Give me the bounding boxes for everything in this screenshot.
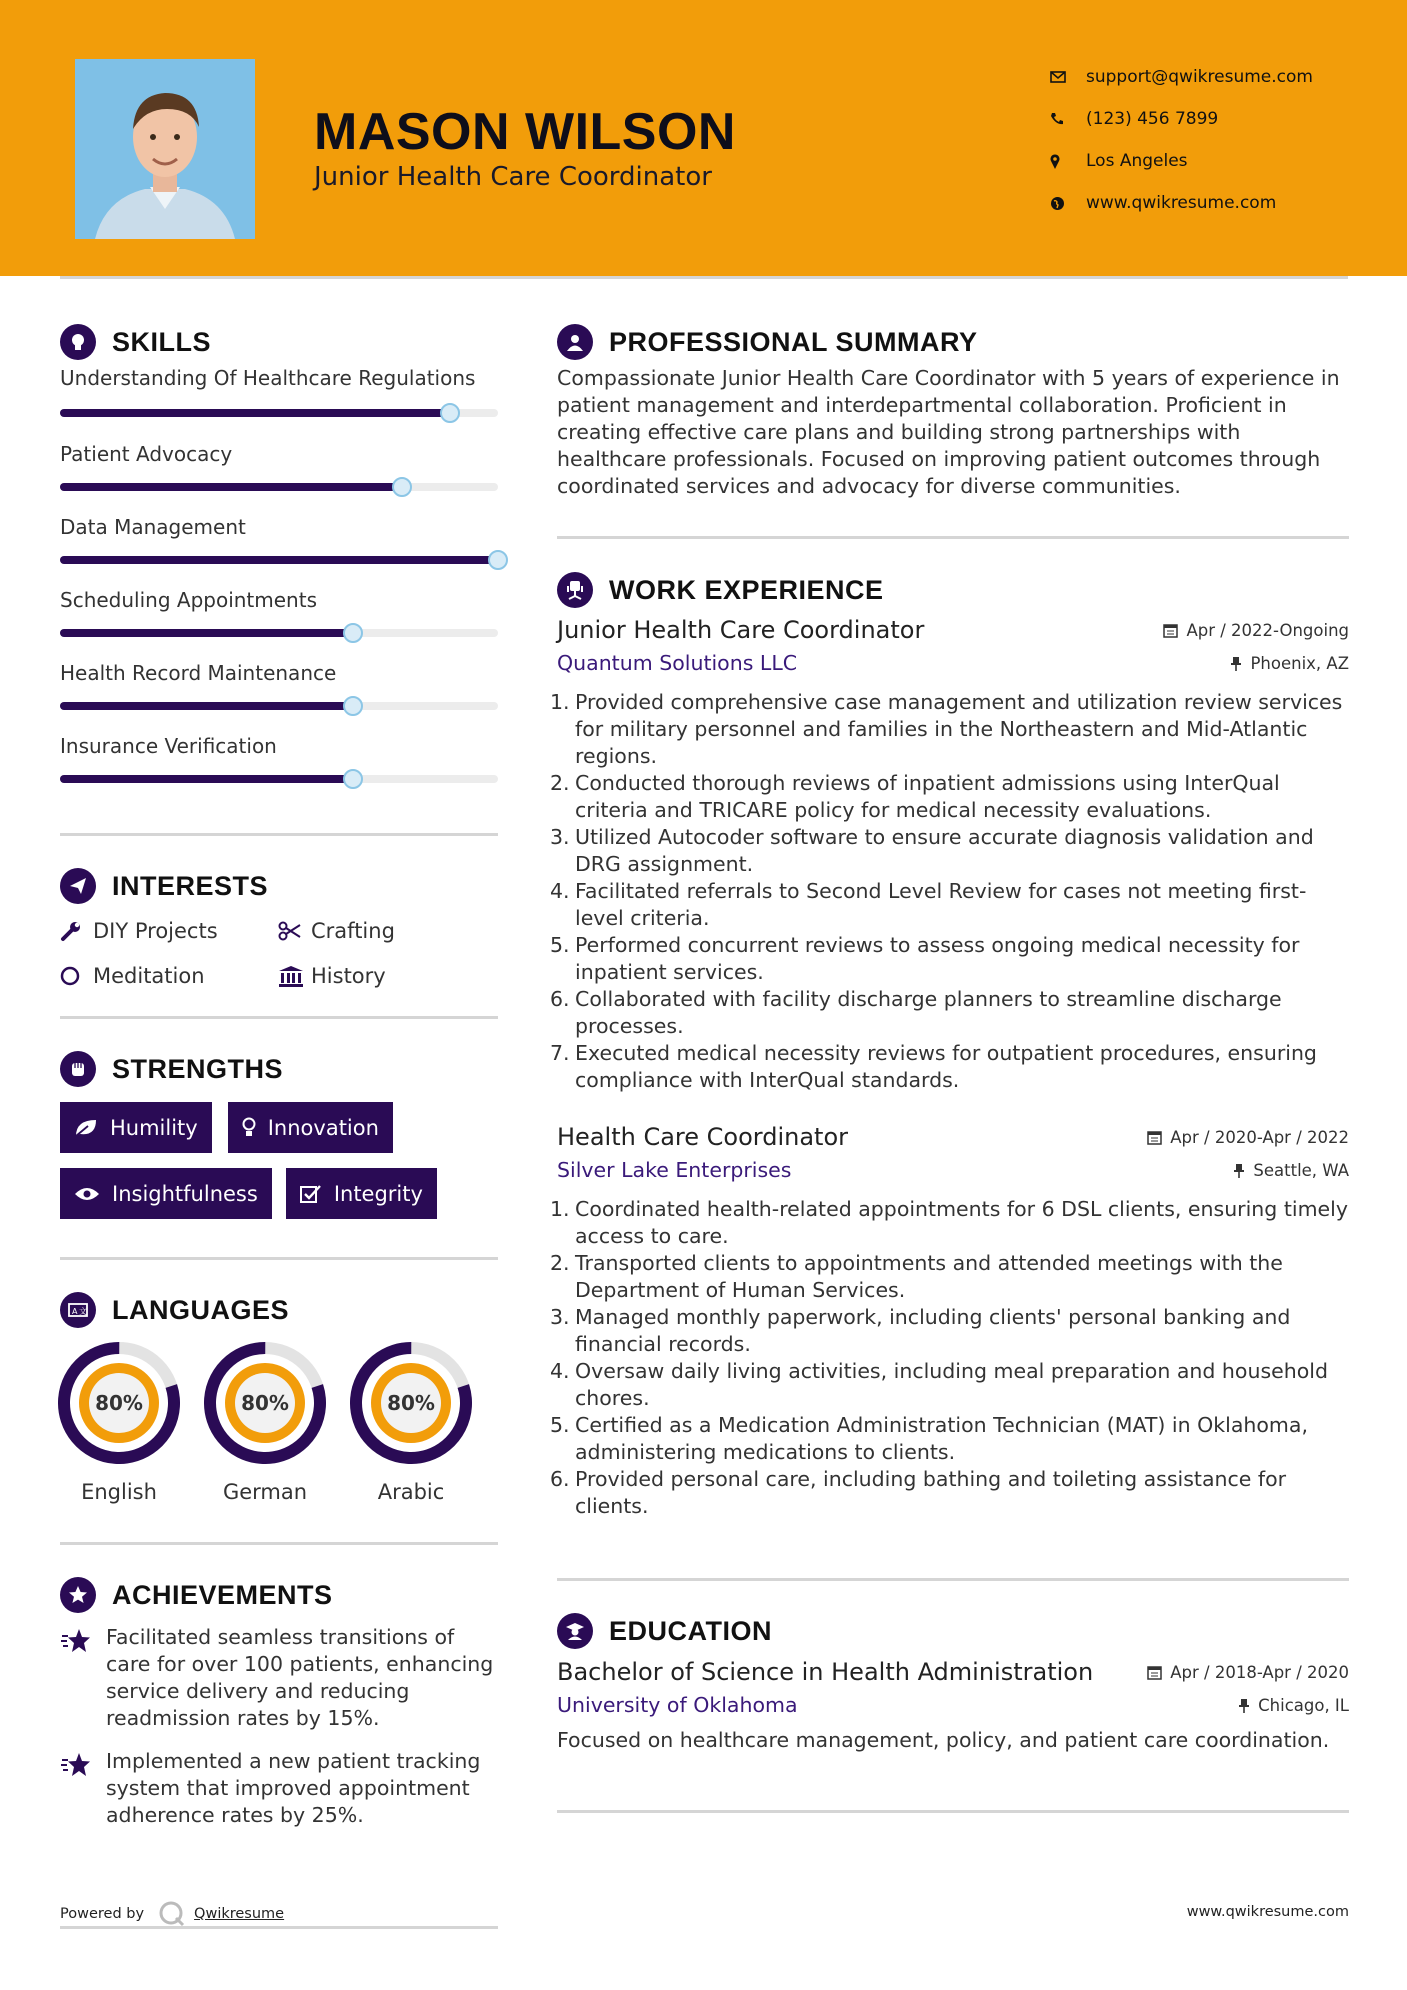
globe-icon <box>1050 196 1086 211</box>
language-name: Arabic <box>377 1480 445 1504</box>
education-entry <box>557 1655 1349 1754</box>
contact-phone[interactable] <box>1050 98 1313 140</box>
job-bullet: 1. Coordinated health-related appointments for 6 DSL clients, ensuring timely access to care. <box>550 1197 1348 1248</box>
job-bullet-text: Collaborated with facility discharge planners to streamline discharge processes. <box>575 987 1282 1038</box>
job-bullet: 4. Oversaw daily living activities, including meal preparation and household chores. <box>550 1359 1328 1410</box>
strength-tag <box>286 1168 437 1219</box>
job-bullet: 1. Provided comprehensive case management and utilization review services for military personnel and families in the Northeastern and Mid-Atlantic regions. <box>550 690 1343 768</box>
circle-icon <box>60 966 93 986</box>
paper-plane-icon <box>60 868 96 904</box>
job-location-text: Seattle, WA <box>1253 1160 1349 1180</box>
job-bullet-text: Managed monthly paperwork, including clients' personal banking and financial records. <box>575 1305 1291 1356</box>
summary-text: Compassionate Junior Health Care Coordinator with 5 years of experience in patient management and interdepartmental collaboration. Proficient in creating effective care plans and building strong partnerships with healthcare professionals. Focused on improving patient outcomes through coordinated services and advocacy for diverse communities. <box>557 366 1340 498</box>
interests-heading <box>60 866 498 906</box>
footer-divider <box>60 1926 498 1929</box>
interest-label: History <box>311 963 386 988</box>
skill-bar <box>60 629 498 637</box>
eye-icon <box>74 1186 100 1202</box>
strength-label: Humility <box>110 1115 198 1140</box>
skill-bar <box>60 483 498 491</box>
pushpin-icon <box>1233 1163 1245 1178</box>
skills-list <box>60 365 498 783</box>
pushpin-icon <box>1230 656 1242 671</box>
education-description: Focused on healthcare management, policy, and patient care coordination. <box>557 1728 1330 1752</box>
skill-bar-knob <box>440 403 460 423</box>
skill-item <box>60 587 498 637</box>
section-divider <box>60 1542 498 1545</box>
strength-label: Integrity <box>333 1181 423 1206</box>
skill-bar <box>60 409 498 417</box>
fist-icon <box>60 1051 96 1087</box>
interest-label: Crafting <box>311 918 395 943</box>
achievement-item <box>60 1748 498 1829</box>
skill-label: Scheduling Appointments <box>60 588 317 612</box>
skill-bar <box>60 775 498 783</box>
skill-bar-knob <box>343 623 363 643</box>
strengths-heading <box>60 1049 498 1089</box>
qwikresume-link[interactable]: Qwikresume <box>194 1906 285 1922</box>
skill-item <box>60 733 498 783</box>
job-dates-text: Apr / 2020-Apr / 2022 <box>1170 1127 1349 1147</box>
skill-label: Patient Advocacy <box>60 442 233 466</box>
star-icon <box>60 1748 106 1829</box>
language-item <box>58 1342 180 1504</box>
contact-website-text: www.qwikresume.com <box>1086 193 1277 213</box>
section-divider <box>60 833 498 836</box>
education-location <box>1238 1696 1349 1715</box>
strength-row <box>60 1168 498 1219</box>
job-title: Junior Health Care Coordinator <box>557 616 925 644</box>
job-bullet-text: Performed concurrent reviews to assess ongoing medical necessity for inpatient services. <box>575 933 1300 984</box>
checkbox-icon <box>300 1184 322 1204</box>
section-divider <box>60 1257 498 1260</box>
achievement-text: Facilitated seamless transitions of care for over 100 patients, enhancing service delivery and reducing readmission rates by 15%. <box>106 1625 494 1730</box>
interests-grid <box>60 908 498 998</box>
strength-label: Insightfulness <box>112 1181 258 1206</box>
scissors-icon <box>278 921 311 941</box>
job-bullets <box>550 1196 1349 1520</box>
degree-name: Bachelor of Science in Health Administration <box>557 1658 1094 1686</box>
graduate-icon <box>557 1613 593 1649</box>
skill-bar-knob <box>392 477 412 497</box>
education-dates-text: Apr / 2018-Apr / 2020 <box>1170 1662 1349 1682</box>
job-bullets <box>550 689 1349 1094</box>
skill-bar-fill <box>60 483 402 491</box>
job-bullet: 7. Executed medical necessity reviews for outpatient procedures, ensuring compliance with InterQual standards. <box>550 1041 1317 1092</box>
job-bullet-text: Provided personal care, including bathing and toileting assistance for clients. <box>575 1467 1287 1518</box>
job-dates-text: Apr / 2022-Ongoing <box>1186 620 1349 640</box>
star-icon <box>60 1624 106 1732</box>
achievement-item <box>60 1624 498 1732</box>
job-entry <box>550 613 1349 1094</box>
job-bullet-text: Conducted thorough reviews of inpatient admissions using InterQual criteria and TRICARE policy for medical necessity evaluations. <box>575 771 1280 822</box>
achievement-text: Implemented a new patient tracking system that improved appointment adherence rates by 25%. <box>106 1749 481 1827</box>
school-name: University of Oklahoma <box>557 1693 798 1717</box>
svg-text:文: 文 <box>79 1307 87 1316</box>
skill-item <box>60 441 498 491</box>
job-bullet: 4. Facilitated referrals to Second Level Review for cases not meeting first-level criteria. <box>550 879 1307 930</box>
job-title: Health Care Coordinator <box>557 1123 848 1151</box>
job-bullet-text: Coordinated health-related appointments for 6 DSL clients, ensuring timely access to care. <box>575 1197 1348 1248</box>
language-name: English <box>81 1480 157 1504</box>
left-column <box>60 280 498 1845</box>
interests-title: INTERESTS <box>112 870 269 901</box>
job-bullet-text: Utilized Autocoder software to ensure accurate diagnosis validation and DRG assignment. <box>575 825 1314 876</box>
skill-bar-knob <box>343 696 363 716</box>
star-badge-icon <box>60 1577 96 1613</box>
section-divider <box>557 1578 1349 1581</box>
strengths-title: STRENGTHS <box>112 1053 284 1084</box>
experience-title: WORK EXPERIENCE <box>609 574 884 605</box>
skill-bar-fill <box>60 629 353 637</box>
job-entry <box>550 1120 1349 1520</box>
job-bullet-text: Facilitated referrals to Second Level Review for cases not meeting first-level criteria. <box>575 879 1307 930</box>
education-title: EDUCATION <box>609 1615 772 1646</box>
powered-by-text: Powered by <box>60 1906 145 1922</box>
skill-label: Health Record Maintenance <box>60 661 337 685</box>
achievements-list <box>60 1624 498 1829</box>
interest-label: Meditation <box>93 963 205 988</box>
calendar-icon <box>1147 1665 1162 1680</box>
interest-item <box>278 953 478 998</box>
language-percent: 80% <box>241 1391 289 1415</box>
language-icon <box>60 1292 96 1328</box>
job-bullet: 2. Conducted thorough reviews of inpatient admissions using InterQual criteria and TRICARE policy for medical necessity evaluations. <box>550 771 1280 822</box>
contact-list <box>1050 56 1313 224</box>
job-bullet-text: Certified as a Medication Administration Technician (MAT) in Oklahoma, administering medications to clients. <box>575 1413 1308 1464</box>
skill-bar-fill <box>60 556 498 564</box>
profile-photo <box>75 59 255 239</box>
header-banner <box>0 0 1407 276</box>
contact-location-text: Los Angeles <box>1086 151 1188 171</box>
header-divider <box>60 276 1348 279</box>
qwikresume-logo-icon <box>158 1900 186 1928</box>
job-bullet: 3. Managed monthly paperwork, including clients' personal banking and financial records. <box>550 1305 1291 1356</box>
skill-item <box>60 514 498 564</box>
job-bullet-text: Transported clients to appointments and attended meetings with the Department of Human Services. <box>575 1251 1283 1302</box>
job-bullet: 5. Performed concurrent reviews to assess ongoing medical necessity for inpatient services. <box>550 933 1300 984</box>
job-bullet-text: Oversaw daily living activities, including meal preparation and household chores. <box>575 1359 1328 1410</box>
strength-tag <box>60 1102 212 1153</box>
calendar-icon <box>1163 623 1178 638</box>
strength-tag <box>228 1102 393 1153</box>
contact-email-text: support@qwikresume.com <box>1086 67 1313 87</box>
skill-bar-fill <box>60 775 353 783</box>
job-bullet: 6. Collaborated with facility discharge planners to streamline discharge processes. <box>550 987 1282 1038</box>
skill-label: Data Management <box>60 515 246 539</box>
education-dates <box>1147 1663 1349 1682</box>
skills-heading <box>60 322 498 362</box>
skill-bar-fill <box>60 702 353 710</box>
education-heading <box>557 1611 1349 1651</box>
job-dates <box>1163 621 1349 640</box>
phone-icon <box>1050 112 1086 126</box>
job-dates <box>1147 1128 1349 1147</box>
company-name: Silver Lake Enterprises <box>557 1158 792 1182</box>
user-icon <box>557 324 593 360</box>
language-percent: 80% <box>95 1391 143 1415</box>
right-column <box>550 280 1349 1813</box>
envelope-icon <box>1050 71 1086 83</box>
job-bullet: 6. Provided personal care, including bathing and toileting assistance for clients. <box>550 1467 1287 1518</box>
skill-label: Insurance Verification <box>60 734 277 758</box>
language-item <box>350 1342 472 1504</box>
skill-bar <box>60 556 498 564</box>
interest-item <box>60 908 278 953</box>
languages-list <box>60 1342 498 1522</box>
interest-label: DIY Projects <box>93 918 218 943</box>
lightbulb-icon <box>242 1117 256 1139</box>
contact-website[interactable] <box>1050 182 1313 224</box>
office-chair-icon <box>557 572 593 608</box>
strengths-tags <box>60 1102 498 1219</box>
language-percent: 80% <box>387 1391 435 1415</box>
interest-item <box>60 953 278 998</box>
leaf-icon <box>74 1118 98 1138</box>
job-bullet: 5. Certified as a Medication Administration Technician (MAT) in Oklahoma, administering medications to clients. <box>550 1413 1308 1464</box>
skill-item <box>60 365 498 417</box>
job-bullet-text: Executed medical necessity reviews for outpatient procedures, ensuring compliance with InterQual standards. <box>575 1041 1317 1092</box>
svg-text:A: A <box>72 1307 78 1316</box>
languages-title: LANGUAGES <box>112 1294 290 1325</box>
skills-title: SKILLS <box>112 326 212 357</box>
contact-email[interactable] <box>1050 56 1313 98</box>
calendar-icon <box>1147 1130 1162 1145</box>
strength-tag <box>60 1168 272 1219</box>
languages-heading <box>60 1290 498 1330</box>
language-ring <box>58 1342 180 1464</box>
job-location-text: Phoenix, AZ <box>1250 653 1349 673</box>
skill-item <box>60 660 498 710</box>
job-bullet: 3. Utilized Autocoder software to ensure accurate diagnosis validation and DRG assignment. <box>550 825 1314 876</box>
footer-powered-by <box>60 1900 284 1928</box>
section-divider <box>60 1016 498 1019</box>
summary-heading <box>557 322 1349 362</box>
pushpin-icon <box>1238 1698 1250 1713</box>
company-name: Quantum Solutions LLC <box>557 651 798 675</box>
summary-title: PROFESSIONAL SUMMARY <box>609 326 978 357</box>
education-location-text: Chicago, IL <box>1258 1695 1349 1715</box>
achievements-title: ACHIEVEMENTS <box>112 1579 333 1610</box>
candidate-name: MASON WILSON <box>314 103 736 161</box>
wrench-icon <box>60 920 93 942</box>
skill-bar-fill <box>60 409 450 417</box>
skill-bar-knob <box>488 550 508 570</box>
section-divider <box>557 1810 1349 1813</box>
experience-heading <box>557 570 1349 610</box>
section-divider <box>557 536 1349 539</box>
language-ring <box>204 1342 326 1464</box>
strength-row <box>60 1102 498 1153</box>
language-ring <box>350 1342 472 1464</box>
language-name: German <box>222 1480 308 1504</box>
contact-location <box>1050 140 1313 182</box>
skill-bar <box>60 702 498 710</box>
candidate-role: Junior Health Care Coordinator <box>314 162 712 192</box>
language-item <box>204 1342 326 1504</box>
job-location <box>1233 1161 1349 1180</box>
museum-icon <box>278 965 311 987</box>
job-bullet: 2. Transported clients to appointments and attended meetings with the Department of Human Services. <box>550 1251 1283 1302</box>
job-bullet-text: Provided comprehensive case management and utilization review services for military personnel and families in the Northeastern and Mid-Atlantic regions. <box>575 690 1343 768</box>
contact-phone-text: (123) 456 7899 <box>1086 109 1219 129</box>
skill-bar-knob <box>343 769 363 789</box>
skill-label: Understanding Of Healthcare Regulations <box>60 366 476 390</box>
strength-label: Innovation <box>267 1115 379 1140</box>
achievements-heading <box>60 1575 498 1615</box>
job-location <box>1230 654 1349 673</box>
lightbulb-icon <box>60 324 96 360</box>
interest-item <box>278 908 478 953</box>
footer-website[interactable]: www.qwikresume.com <box>1186 1904 1349 1920</box>
map-pin-icon <box>1050 154 1086 169</box>
